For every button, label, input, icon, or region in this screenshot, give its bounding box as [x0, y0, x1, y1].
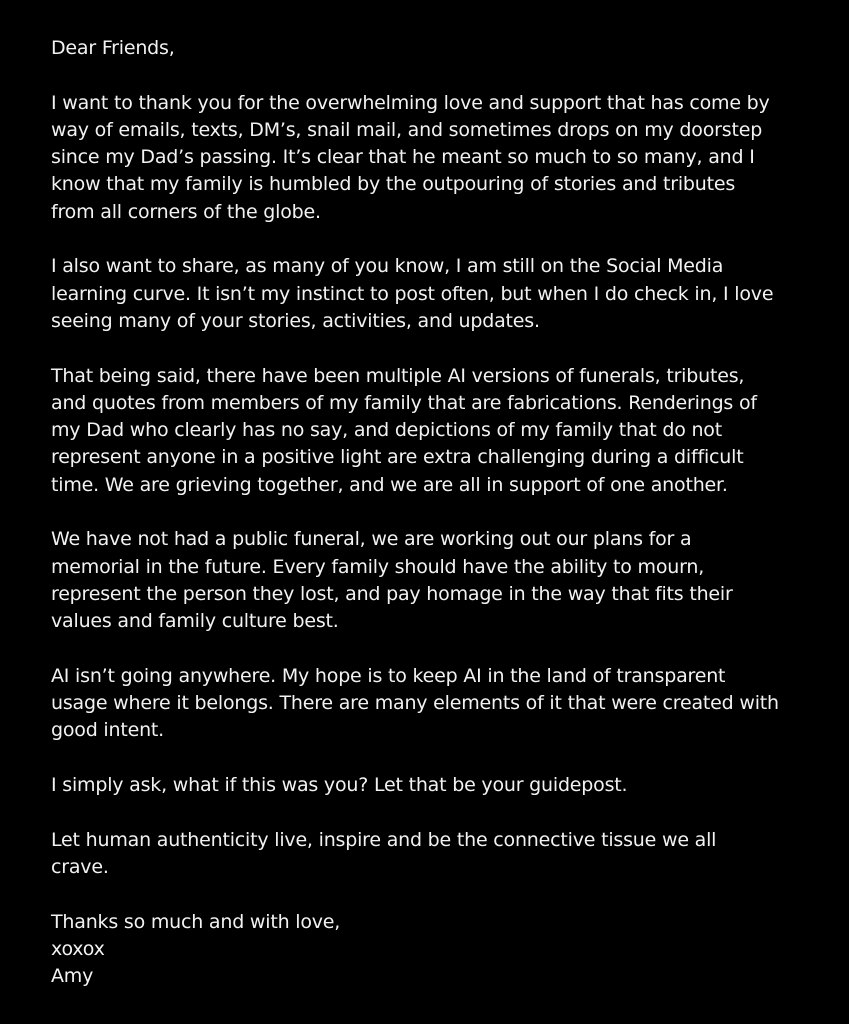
paragraph-spacer: [51, 226, 811, 253]
signature: Amy: [51, 965, 94, 988]
paragraph-ai-fabrications: [51, 363, 811, 499]
paragraph-ai-usage: [51, 663, 811, 745]
paragraph-spacer: [51, 745, 811, 772]
text-line: I simply ask, what if this was you? Let that be your guidepost.: [51, 774, 628, 797]
paragraph-spacer: [51, 62, 811, 89]
paragraph-authenticity: [51, 827, 811, 882]
text-line: since my Dad’s passing. It’s clear that he meant so much to so many, and I: [51, 146, 755, 169]
text-line: I also want to share, as many of you know, I am still on the Social Media: [51, 255, 724, 278]
text-line: Let human authenticity live, inspire and be the connective tissue we all: [51, 828, 717, 851]
text-line: memorial in the future. Every family should have the ability to mourn,: [51, 555, 705, 578]
text-line: good intent.: [51, 719, 165, 742]
paragraph-funeral: [51, 526, 811, 635]
paragraph-spacer: [51, 335, 811, 362]
text-line: know that my family is humbled by the outpouring of stories and tributes: [51, 173, 736, 196]
text-line: crave.: [51, 855, 109, 878]
text-line: and quotes from members of my family that are fabrications. Renderings of: [51, 391, 757, 414]
text-line: learning curve. It isn’t my instinct to post often, but when I do check in, I love: [51, 282, 774, 305]
signoff: xoxox: [51, 937, 105, 960]
text-line: time. We are grieving together, and we are all in support of one another.: [51, 473, 728, 496]
text-line: represent the person they lost, and pay homage in the way that fits their: [51, 582, 733, 605]
text-line: We have not had a public funeral, we are working out our plans for a: [51, 528, 692, 551]
text-line: represent anyone in a positive light are extra challenging during a difficult: [51, 446, 744, 469]
paragraph-spacer: [51, 499, 811, 526]
paragraph-spacer: [51, 799, 811, 826]
text-line: seeing many of your stories, activities, and updates.: [51, 309, 540, 332]
salutation: Dear Friends,: [51, 37, 175, 59]
paragraph-thanks: [51, 90, 811, 226]
text-line: way of emails, texts, DM’s, snail mail, and sometimes drops on my doorstep: [51, 118, 763, 141]
paragraph-spacer: [51, 636, 811, 663]
text-line: usage where it belongs. There are many elements of it that were created with: [51, 692, 779, 715]
text-line: That being said, there have been multiple AI versions of funerals, tributes,: [51, 364, 745, 387]
paragraph-question: [51, 772, 811, 799]
paragraph-social-media: [51, 253, 811, 335]
letter-closing: [51, 909, 811, 991]
text-line: I want to thank you for the overwhelming love and support that has come by: [51, 91, 770, 114]
text-line: from all corners of the globe.: [51, 200, 321, 223]
paragraph-spacer: [51, 881, 811, 908]
letter: [51, 35, 811, 990]
text-line: values and family culture best.: [51, 610, 339, 633]
text-line: my Dad who clearly has no say, and depictions of my family that do not: [51, 419, 722, 442]
text-line: AI isn’t going anywhere. My hope is to keep AI in the land of transparent: [51, 664, 726, 687]
closing-line: Thanks so much and with love,: [51, 910, 341, 933]
